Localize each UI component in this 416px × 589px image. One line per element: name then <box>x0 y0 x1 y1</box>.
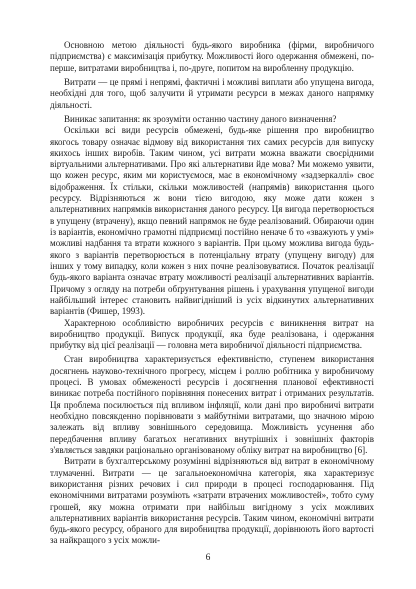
paragraph-production-state: Стан виробництва характеризується ефективністю, ступенем використання досягнень науково-технічного прогресу, місцем і роллю робітника у виробничому процесі. В умовах обмеженості ресурсів і досягнення планової ефективності виникає потреба постійного порівняння понесених витрат і отриманих результатів. Ця проблема посилюється під впливом інфляції, коли дані про виробничі витрати необхідно повсякденно порівнювати з майбутніми витратами, що значною мірою залежать від впливу зовнішнього середовища. Можливість усунення або передбачення впливу багатьох негативних внутрішніх і зовнішніх факторів з'являється завдяки раціонально організованому обліку витрат на виробництво [6]. <box>50 354 374 455</box>
paragraph-economic-costs: Витрати в бухгалтерському розумінні відрізняються від витрат в економічному тлумаченні. Витрати — це загальноекономічна категорія, яка характеризує використання різних речових і сил природи в процесі господарювання. Під економічними витратами розуміють «затрати втрачених можливостей», тобто суму грошей, яку можна отримати при найбільш вигідному з усіх можливих альтернативних варіантів використання ресурсів. Таким чином, економічні витрати будь-якого ресурсу, обраного для виробництва продукції, дорівнюють його вартості за найкращого з усіх можли- <box>50 456 374 546</box>
page-number: 6 <box>205 553 211 563</box>
paragraph-costs-definition: Витрати — це прямі і непрямі, фактичні і можливі виплати або упущена вигода, необхідні для того, щоб залучити й утримати ресурси в межах даного напрямку діяльності. <box>50 76 374 110</box>
paragraph-production-resources: Характерною особливістю виробничих ресурсів є виникнення витрат на виробництво продукції. Випуск продукції, яка буде реалізована, і одержання прибутку від цієї реалізації — головна мета виробничої діяльності підприємства. <box>50 317 374 351</box>
paragraph-alternatives: Оскільки всі види ресурсів обмежені, будь-яке рішення про виробництво якогось товару означає відмову від використання тих самих ресурсів для випуску якихось інших виробів. Таким чином, усі витрати можна вважати своєрідними віртуальними альтернативами. Про які альтернативи йде мова? Ми можемо уявити, що кожен ресурс, яким ми користуємося, має в економічному «задзеркаллі» своє відображення. Їх стільки, скільки можливостей (напрямів) використання цього ресурсу. Відрізняються ж вони тією вигодою, яку може дати кожен з альтернативних напрямків використання даного ресурсу. Ця вигода перетворюється в упущену (втрачену), якщо певний напрямок не буде реалізований. Обираючи один із варіантів, економічно грамотні підприємці постійно неначе б то «зважують у умі» можливі надбання та втрати кожного з варіантів. При цьому можлива вигода будь-якого з варіантів перетворюється в потенціальну втрату (упущену вигоду) для інших у тому випадку, коли кожен з них почне реалізовуватися. Початок реалізації будь-якого варіанта означає втрату можливості реалізації альтернативних варіантів. Причому з огляду на потреби обґрунтування рішень і урахування упущеної вигоди найбільший інтерес становить найвигідніший із усіх відкинутих альтернативних варіантів (Фишер, 1993). <box>50 125 374 317</box>
body-text <box>50 40 374 547</box>
paragraph-question: Виникає запитання: як зрозуміти останню частину даного визначення? <box>64 113 337 124</box>
paragraph-profit-goal: Основною метою діяльності будь-якого виробника (фірми, виробничого підприємства) є максимізація прибутку. Можливості його одержання обмежені, по-перше, витратами виробництва і, по-друге, попитом на виробленну продукцію. <box>50 40 374 73</box>
